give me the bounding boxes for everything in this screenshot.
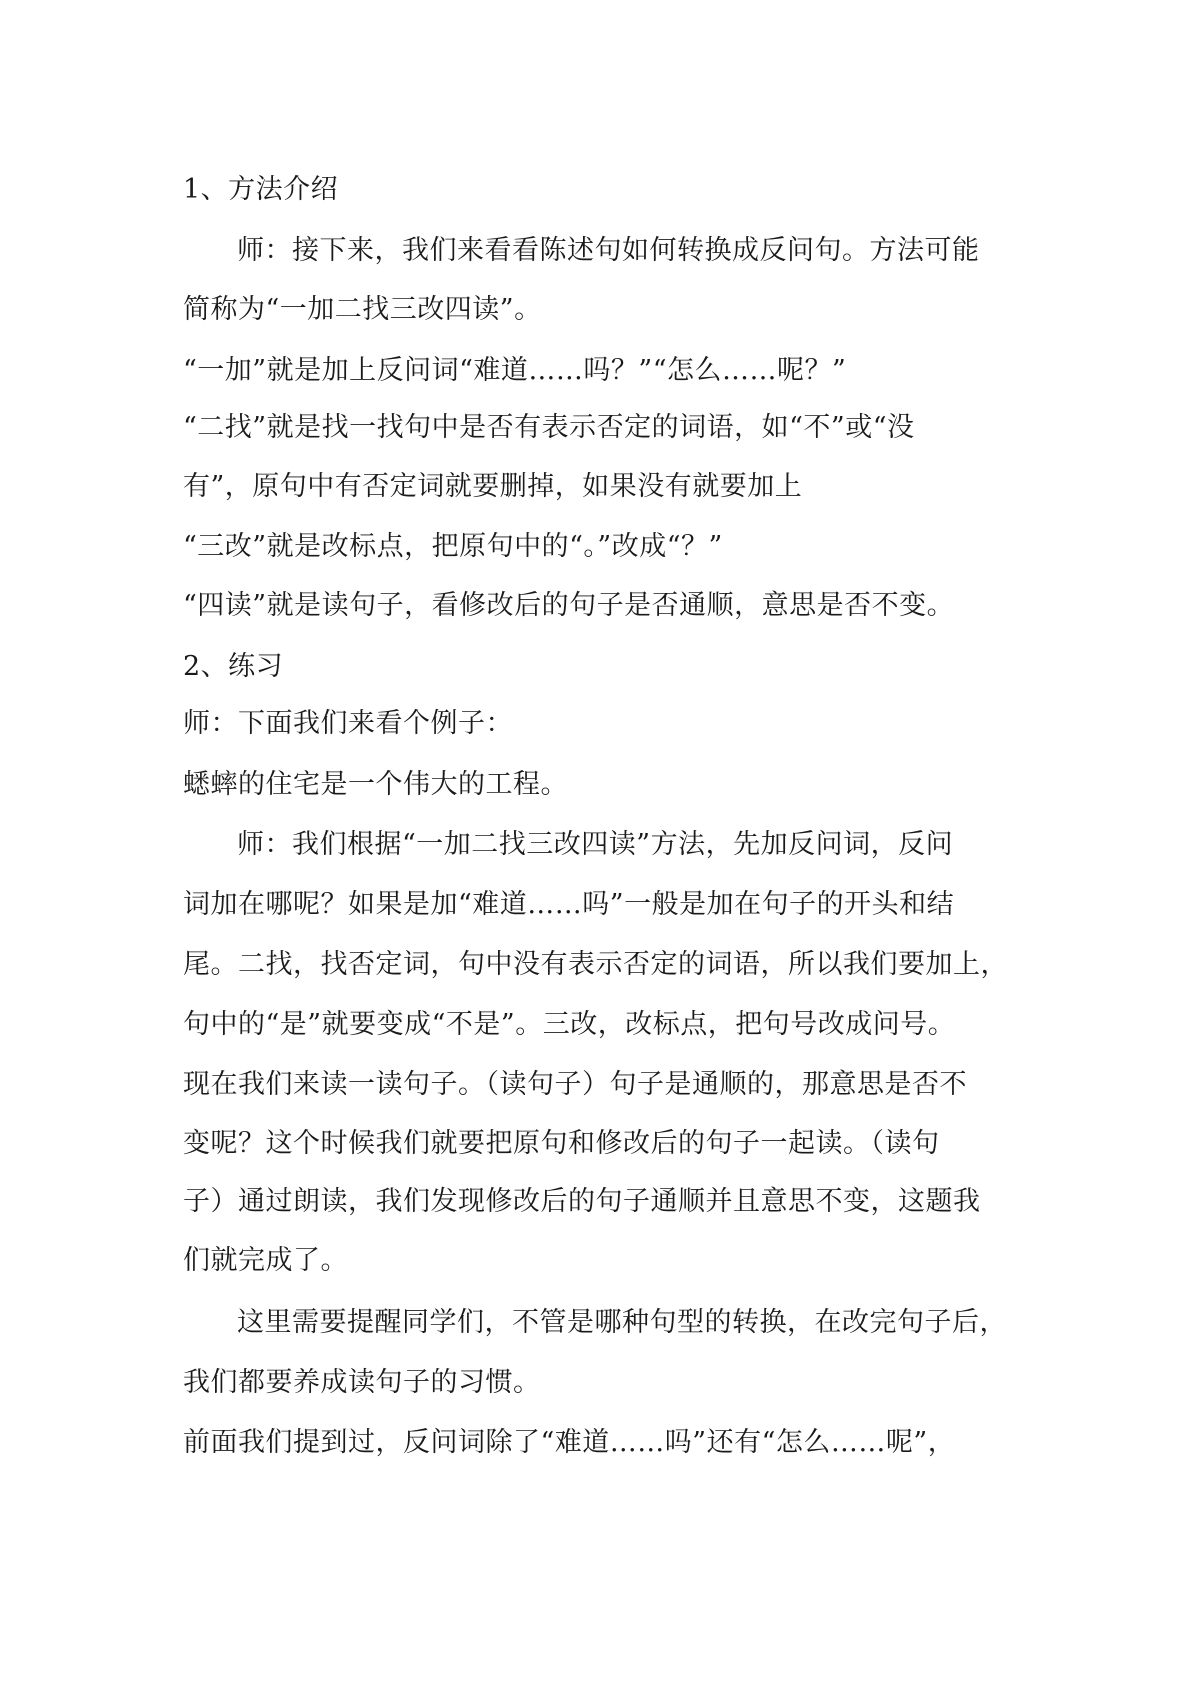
paragraph-line: 我们都要养成读句子的习惯。 (183, 1367, 541, 1398)
paragraph-line: 简称为“一加二找三改四读”。 (183, 294, 542, 325)
step-three-line: “三改”就是改标点，把原句中的“。”改成“？” (183, 531, 723, 562)
paragraph-line: 变呢？这个时候我们就要把原句和修改后的句子一起读。（读句 (183, 1128, 940, 1159)
paragraph-line: 尾。二找，找否定词，句中没有表示否定的词语，所以我们要加上， (183, 949, 1008, 980)
paragraph-line: 现在我们来读一读句子。（读句子）句子是通顺的，那意思是否不 (183, 1069, 967, 1100)
paragraph-line: 句中的“是”就要变成“不是”。三改，改标点，把句号改成问号。 (183, 1009, 956, 1040)
paragraph-line: 师：接下来，我们来看看陈述句如何转换成反问句。方法可能 (237, 235, 980, 266)
step-two-line: “二找”就是找一找句中是否有表示否定的词语，如“不”或“没 (183, 412, 915, 443)
paragraph-line: 这里需要提醒同学们，不管是哪种句型的转换，在改完句子后， (237, 1307, 1007, 1338)
paragraph-line: 们就完成了。 (183, 1245, 348, 1276)
step-two-line: 有”，原句中有否定词就要删掉，如果没有就要加上 (183, 471, 803, 502)
paragraph-line: 前面我们提到过，反问词除了“难道……吗”还有“怎么……呢”， (183, 1427, 956, 1458)
section1-heading: 1、方法介绍 (183, 174, 339, 205)
section2-heading: 2、练习 (183, 651, 284, 682)
paragraph-line: 子）通过朗读，我们发现修改后的句子通顺并且意思不变，这题我 (183, 1186, 981, 1217)
example-sentence: 蟋蟀的住宅是一个伟大的工程。 (183, 769, 568, 800)
step-four-line: “四读”就是读句子，看修改后的句子是否通顺，意思是否不变。 (183, 590, 955, 621)
paragraph-line: 词加在哪呢？如果是加“难道……吗”一般是加在句子的开头和结 (183, 889, 955, 920)
step-one-line: “一加”就是加上反问词“难道……吗？”“怎么……呢？” (183, 355, 847, 386)
paragraph-line: 师：下面我们来看个例子： (183, 708, 513, 739)
paragraph-line: 师：我们根据“一加二找三改四读”方法，先加反问词，反问 (237, 829, 954, 860)
